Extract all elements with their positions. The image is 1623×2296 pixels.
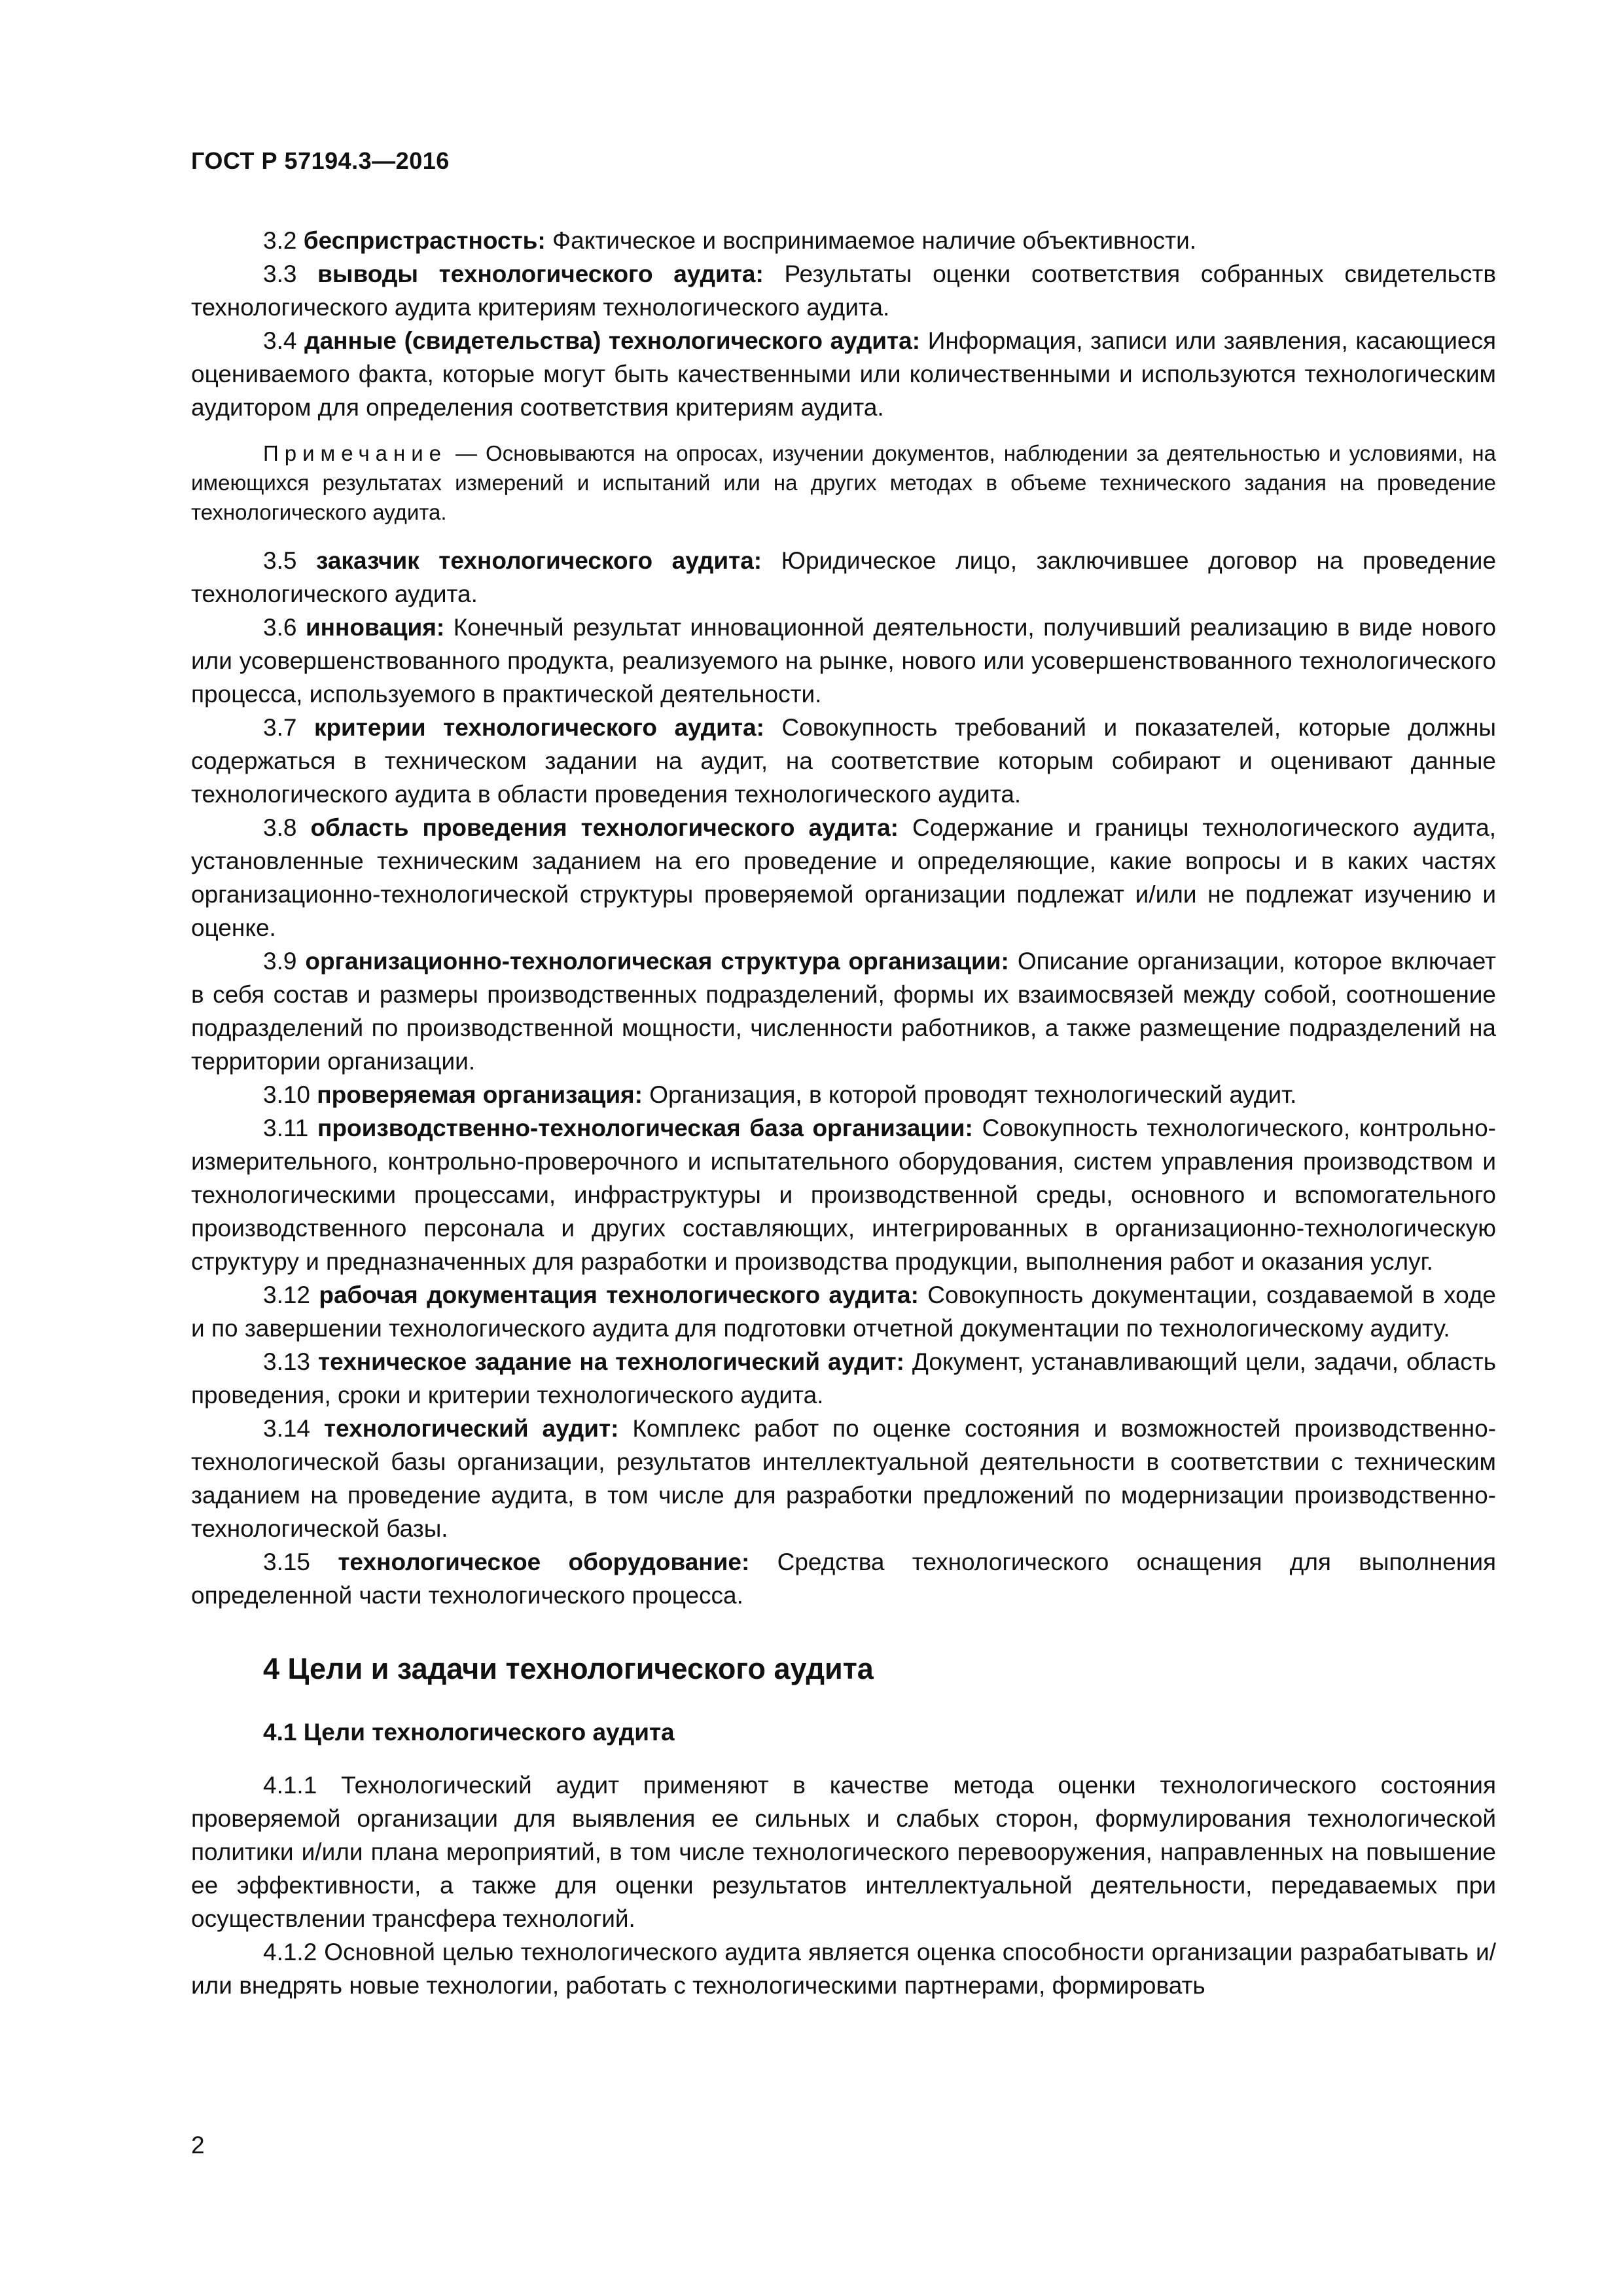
definition-number: 3.3 [263, 260, 297, 287]
definition-term: технологический аудит: [323, 1415, 619, 1442]
definition-text: Совокупность требований и показателей, которые должны содержаться в техническом задании на аудит, на соответствие которым собирают и оценивают данные технологического аудита в области проведения технологического аудита. [191, 714, 1497, 808]
definition-text: Описание организации, которое включает в себя состав и размеры производственных подразделений, формы их взаимосвязей между собой, соотношение подразделений по производственной мощности, численности работников, а также размещение подразделений на территории организации. [191, 948, 1496, 1075]
definition-text: Фактическое и воспринимаемое наличие объективности. [552, 227, 1197, 254]
definition-term: технологическое оборудование: [338, 1549, 750, 1575]
definition-number: 3.6 [263, 614, 297, 641]
definition-3-2 [191, 224, 1496, 257]
definition-term: область проведения технологического аудита: [310, 814, 899, 841]
definition-3-10 [191, 1078, 1496, 1111]
definition-text: Организация, в которой проводят технологический аудит. [649, 1081, 1297, 1108]
definition-term: техническое задание на технологический аудит: [318, 1348, 904, 1375]
definition-term: заказчик технологического аудита: [315, 547, 762, 574]
definition-number: 3.11 [263, 1115, 309, 1141]
definition-term: беспристрастность: [303, 227, 546, 254]
definition-term: критерии технологического аудита: [313, 714, 764, 741]
definition-term: рабочая документация технологического аудита: [319, 1282, 919, 1308]
definition-text: Совокупность документации, создаваемой в ходе и по завершении технологического аудита для подготовки отчетной документации по технологическому аудиту. [191, 1282, 1497, 1342]
definition-3-12 [191, 1278, 1496, 1345]
definition-text: Документ, устанавливающий цели, задачи, область проведения, сроки и критерии технологического аудита. [191, 1348, 1497, 1408]
definition-term: данные (свидетельства) технологического аудита: [304, 327, 921, 354]
definition-number: 3.5 [263, 547, 297, 574]
definition-3-9 [191, 944, 1496, 1078]
definition-text: Комплекс работ по оценке состояния и возможностей производственно-технологической базы организации, результатов интеллектуальной деятельности в соответствии с техническим заданием на проведение аудита, в том числе для разработки предложений по модернизации производственно-технологической базы. [191, 1415, 1497, 1542]
definition-text: Совокупность технологического, контрольно-измерительного, контрольно-проверочного и испытательного оборудования, систем управления производством и технологическими процессами, инфраструктуры и производственной среды, основного и вспомогательного производственного персонала и других составляющих, интегрированных в организационно-технологическую структуру и предназначенных для разработки и производства продукции, выполнения работ и оказания услуг. [191, 1115, 1497, 1275]
definition-text: Содержание и границы технологического аудита, установленные техническим заданием на его проведение и определяющие, какие вопросы и в каких частях организационно-технологической структуры проверяемой организации подлежат и/или не подлежат изучению и оценке. [191, 814, 1496, 941]
paragraph-number: 4.1.2 [263, 1939, 317, 1965]
definition-text: Средства технологического оснащения для выполнения определенной части технологического процесса. [191, 1549, 1497, 1609]
definition-text: Конечный результат инновационной деятельности, получивший реализацию в виде нового или усовершенствованного продукта, реализуемого на рынке, нового или усовершенствованного технологического процесса, используемого в практической деятельности. [191, 614, 1497, 708]
definition-text: Результаты оценки соответствия собранных свидетельств технологического аудита критериям технологического аудита. [191, 260, 1496, 321]
subsection-4-1-heading: 4.1 Цели технологического аудита [263, 1719, 675, 1746]
definition-term: инновация: [305, 614, 445, 641]
document-code-header: ГОСТ Р 57194.3—2016 [191, 147, 450, 174]
note-text: — Основываются на опросах, изучении документов, наблюдении за деятельностью и условиями, на имеющихся результатах измерений и испытаний или на других методах в объеме технического задания на проведение технологического аудита. [191, 441, 1496, 524]
section-4-heading: 4 Цели и задачи технологического аудита [263, 1652, 874, 1685]
paragraph-text: Технологический аудит применяют в качестве метода оценки технологического состояния проверяемой организации для выявления ее сильных и слабых сторон, формулирования технологической политики и/или плана мероприятий, в том числе технологического перевооружения, направленных на повышение ее эффективности, а также для оценки результатов интеллектуальной деятельности, передаваемых при осуществлении трансфера технологий. [191, 1772, 1497, 1932]
page-content [191, 224, 1496, 2002]
definition-number: 3.15 [263, 1549, 311, 1575]
definition-3-4 [191, 324, 1496, 424]
definition-3-7 [191, 711, 1496, 811]
definition-3-8 [191, 811, 1496, 944]
definition-number: 3.12 [263, 1282, 311, 1308]
definition-term: организационно-технологическая структура организации: [305, 948, 1009, 975]
definition-3-6 [191, 611, 1496, 711]
paragraph-4-1-1 [191, 1768, 1496, 1935]
definition-3-15 [191, 1545, 1496, 1612]
paragraph-text: Основной целью технологического аудита является оценка способности организации разрабатывать и/или внедрять новые технологии, работать с технологическими партнерами, формировать [191, 1939, 1496, 1999]
definition-number: 3.7 [263, 714, 297, 741]
definition-term: производственно-технологическая база организации: [317, 1115, 973, 1141]
definition-term: проверяемая организация: [317, 1081, 643, 1108]
definition-text: Информация, записи или заявления, касающиеся оцениваемого факта, которые могут быть качественными или количественными и используются технологическим аудитором для определения соответствия критериям аудита. [191, 327, 1497, 421]
definition-3-14 [191, 1412, 1496, 1545]
paragraph-number: 4.1.1 [263, 1772, 317, 1799]
definition-number: 3.14 [263, 1415, 311, 1442]
definition-number: 3.8 [263, 814, 297, 841]
definition-number: 3.13 [263, 1348, 311, 1375]
definition-number: 3.9 [263, 948, 297, 975]
definition-3-11 [191, 1111, 1496, 1278]
definition-text: Юридическое лицо, заключившее договор на проведение технологического аудита. [191, 547, 1497, 607]
definition-number: 3.10 [263, 1081, 311, 1108]
definition-number: 3.2 [263, 227, 297, 254]
paragraph-4-1-2 [191, 1935, 1496, 2002]
definition-term: выводы технологического аудита: [317, 260, 764, 287]
definition-number: 3.4 [263, 327, 297, 354]
page-number: 2 [191, 2132, 205, 2159]
note-paragraph [191, 439, 1496, 527]
definition-3-5 [191, 544, 1496, 611]
definition-3-13 [191, 1345, 1496, 1412]
note-label: Примечание [263, 441, 448, 465]
definition-3-3 [191, 257, 1496, 324]
